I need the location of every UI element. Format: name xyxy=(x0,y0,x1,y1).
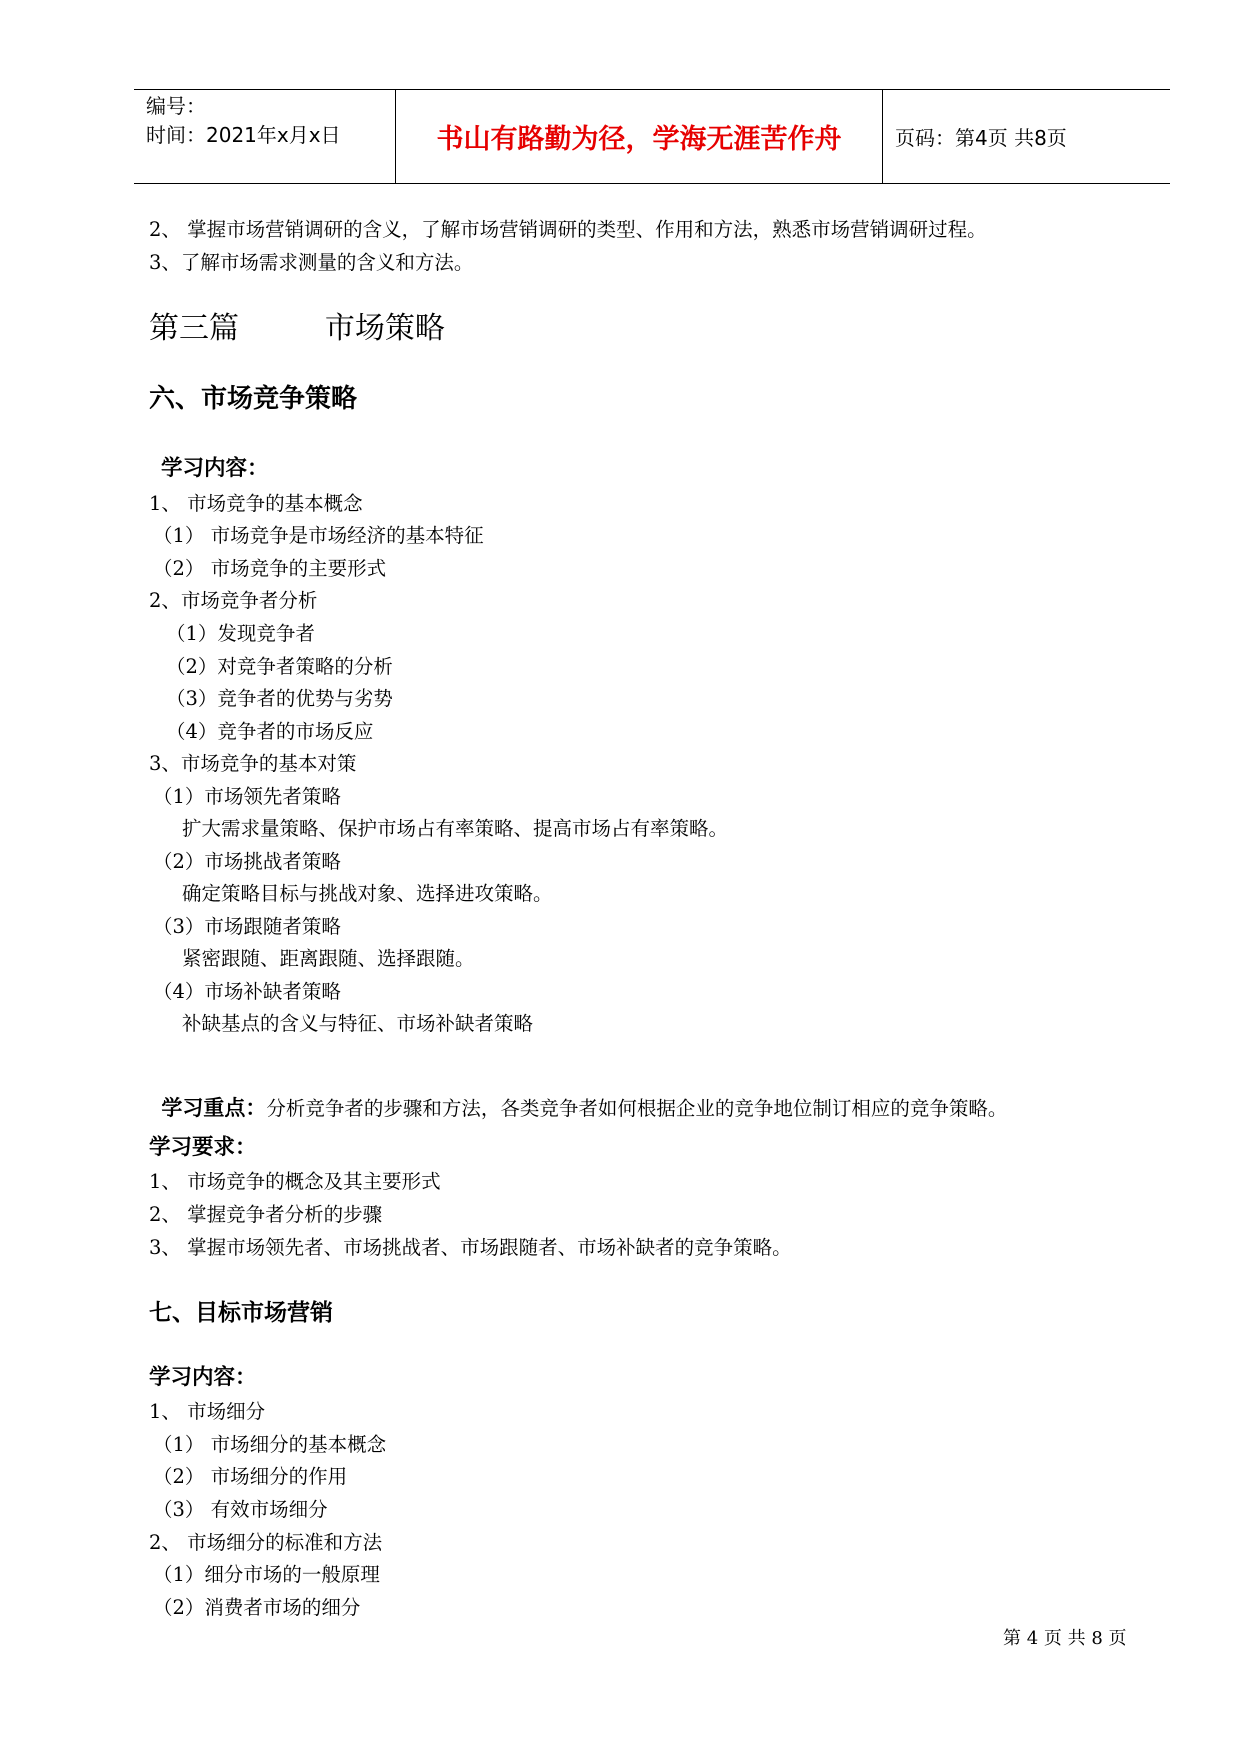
time-label: 时间：2021年x月x日 xyxy=(146,123,341,147)
part-title: 第三篇 市场策略 xyxy=(149,311,445,346)
ch7-content-line: 2、 市场细分的标准和方法 xyxy=(149,1531,383,1554)
ch6-key-label: 学习重点： xyxy=(161,1096,267,1120)
ch6-req-line: 3、 掌握市场领先者、市场挑战者、市场跟随者、市场补缺者的竞争策略。 xyxy=(149,1236,792,1259)
ch6-key-text: 分析竞争者的步骤和方法，各类竞争者如何根据企业的竞争地位制订相应的竞争策略。 xyxy=(266,1097,1008,1120)
ch7-content-line: 1、 市场细分 xyxy=(149,1400,266,1423)
ch7-content-line: （1）细分市场的一般原理 xyxy=(153,1563,380,1586)
ch6-content-line: （1）发现竞争者 xyxy=(166,622,315,645)
ch6-content-line: 确定策略目标与挑战对象、选择进攻策略。 xyxy=(182,882,553,905)
ch6-content-label: 学习内容： xyxy=(161,456,269,481)
ch6-content-line: 紧密跟随、距离跟随、选择跟随。 xyxy=(182,947,475,970)
ch6-content-line: （1）市场领先者策略 xyxy=(153,785,341,808)
intro-item: 2、 掌握市场营销调研的含义，了解市场营销调研的类型、作用和方法，熟悉市场营销调研过程。 xyxy=(149,218,987,241)
ch7-content-line: （2）消费者市场的细分 xyxy=(153,1596,361,1619)
intro-item: 3、了解市场需求测量的含义和方法。 xyxy=(149,251,474,274)
ch6-content-line: （4）市场补缺者策略 xyxy=(153,980,341,1003)
ch6-content-line: 补缺基点的含义与特征、市场补缺者策略 xyxy=(182,1012,534,1035)
ch6-req-line: 2、 掌握竞争者分析的步骤 xyxy=(149,1203,383,1226)
ch6-content-line: （2）市场挑战者策略 xyxy=(153,850,341,873)
header-meta xyxy=(134,90,396,183)
ch6-content-line: （1） 市场竞争是市场经济的基本特征 xyxy=(153,524,484,547)
page-footer: 第 4 页 共 8 页 xyxy=(1003,1628,1127,1649)
ch6-content-line: 2、市场竞争者分析 xyxy=(149,589,318,612)
ch6-content-line: 1、 市场竞争的基本概念 xyxy=(149,492,363,515)
motto: 书山有路勤为径，学海无涯苦作舟 xyxy=(396,90,883,183)
number-label: 编号： xyxy=(146,94,206,118)
ch7-content-line: （3） 有效市场细分 xyxy=(153,1498,328,1521)
ch6-key-points xyxy=(149,1072,1007,1121)
ch6-req-label: 学习要求： xyxy=(149,1135,257,1160)
ch6-content-line: （2）对竞争者策略的分析 xyxy=(166,655,393,678)
ch6-content-line: （2） 市场竞争的主要形式 xyxy=(153,557,387,580)
chapter-7-title: 七、目标市场营销 xyxy=(149,1300,333,1326)
ch6-content-line: （3）市场跟随者策略 xyxy=(153,915,341,938)
page-label: 页码：第4页 共8页 xyxy=(895,126,1067,150)
ch6-req-line: 1、 市场竞争的概念及其主要形式 xyxy=(149,1170,441,1193)
ch7-content-line: （2） 市场细分的作用 xyxy=(153,1465,348,1488)
chapter-6-title: 六、市场竞争策略 xyxy=(149,384,358,414)
ch7-content-line: （1） 市场细分的基本概念 xyxy=(153,1433,387,1456)
page-header xyxy=(134,89,1170,184)
ch6-content-line: （3）竞争者的优势与劣势 xyxy=(166,687,393,710)
ch6-content-line: 扩大需求量策略、保护市场占有率策略、提高市场占有率策略。 xyxy=(182,817,729,840)
ch7-content-label: 学习内容： xyxy=(149,1365,257,1390)
ch6-content-line: 3、市场竞争的基本对策 xyxy=(149,752,357,775)
ch6-content-line: （4）竞争者的市场反应 xyxy=(166,720,374,743)
